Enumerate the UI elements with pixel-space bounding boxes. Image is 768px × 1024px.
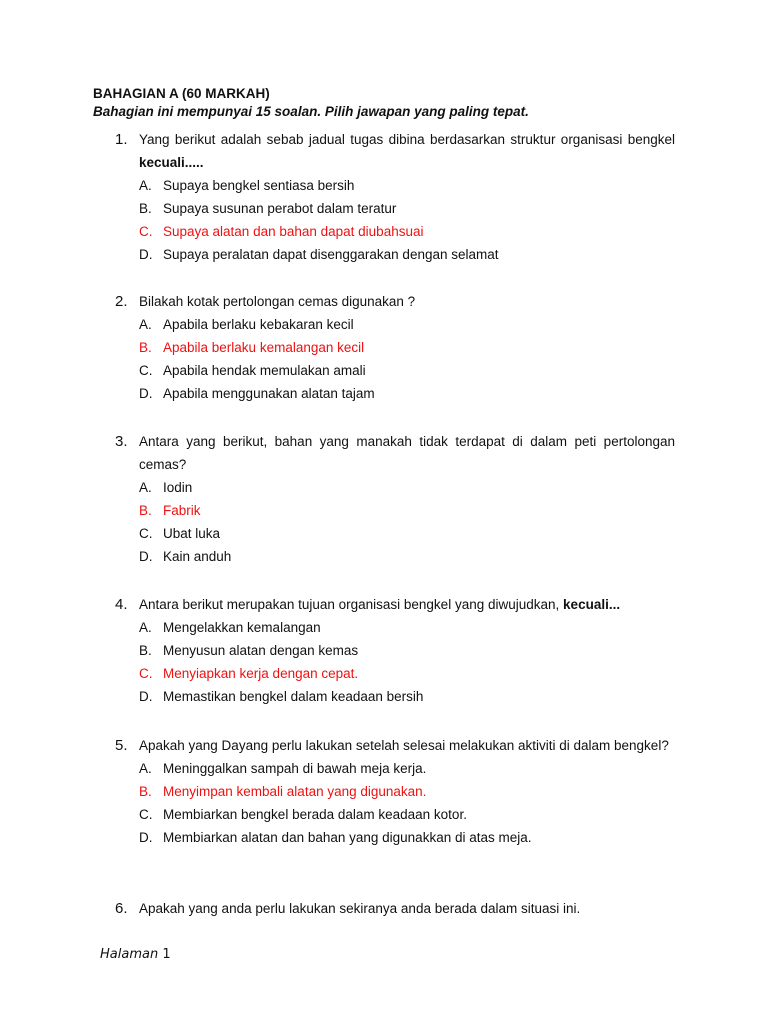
question-number: 4. [115,596,128,613]
option-a[interactable]: A. Mengelakkan kemalangan [139,620,321,635]
question-6 [115,897,675,920]
option-b-correct-answer[interactable]: B. Apabila berlaku kemalangan kecil [139,340,365,355]
question-3 [115,430,675,568]
question-number: 5. [115,737,128,754]
option-b[interactable]: B. Menyusun alatan dengan kemas [139,643,359,658]
option-b[interactable]: B. Supaya susunan perabot dalam teratur [139,201,397,216]
option-list [115,616,675,708]
question-text: Antara berikut merupakan tujuan organisasi bengkel yang diwujudkan, kecuali... [139,597,621,612]
question-number: 1. [115,131,128,148]
question-emphasis: kecuali..... [139,155,204,170]
option-d[interactable]: D. Membiarkan alatan dan bahan yang digunakkan di atas meja. [139,830,532,845]
question-4 [115,593,675,708]
option-b-correct-answer[interactable]: B. Menyimpan kembali alatan yang digunakan. [139,784,427,799]
question-2 [115,290,675,405]
question-number: 2. [115,293,128,310]
option-d[interactable]: D. Kain anduh [139,549,232,564]
question-5 [115,734,675,849]
option-c-correct-answer[interactable]: C. Supaya alatan dan bahan dapat diubahsuai [139,224,424,239]
option-c[interactable]: C. Apabila hendak memulakan amali [139,363,366,378]
question-text: Yang berikut adalah sebab jadual tugas dibina berdasarkan struktur organisasi bengkel kecuali..... [139,132,675,170]
question-text: Antara yang berikut, bahan yang manakah tidak terdapat di dalam peti pertolongan cemas? [139,434,675,472]
question-text: Bilakah kotak pertolongan cemas digunakan ? [139,294,416,309]
question-text: Apakah yang anda perlu lakukan sekiranya anda berada dalam situasi ini. [139,901,581,916]
option-c-correct-answer[interactable]: C. Menyiapkan kerja dengan cepat. [139,666,359,681]
question-1 [115,128,675,266]
option-c[interactable]: C. Membiarkan bengkel berada dalam keadaan kotor. [139,807,467,822]
question-text: Apakah yang Dayang perlu lakukan setelah selesai melakukan aktiviti di dalam bengkel? [139,738,669,753]
option-list [115,476,675,568]
option-b-correct-answer[interactable]: B. Fabrik [139,503,201,518]
section-instructions: Bahagian ini mempunyai 15 soalan. Pilih jawapan yang paling tepat. [93,104,529,119]
option-d[interactable]: D. Supaya peralatan dapat disenggarakan dengan selamat [139,247,499,262]
option-a[interactable]: A. Supaya bengkel sentiasa bersih [139,178,355,193]
question-number: 3. [115,433,128,450]
option-list [115,757,675,849]
option-a[interactable]: A. Apabila berlaku kebakaran kecil [139,317,354,332]
footer-label: Halaman [100,947,159,962]
option-a[interactable]: A. Meninggalkan sampah di bawah meja kerja. [139,761,427,776]
option-d[interactable]: D. Memastikan bengkel dalam keadaan bersih [139,689,424,704]
option-a[interactable]: A. Iodin [139,480,193,495]
page-number: 1 [162,947,171,962]
question-emphasis: kecuali... [563,597,621,612]
option-d[interactable]: D. Apabila menggunakan alatan tajam [139,386,375,401]
option-c[interactable]: C. Ubat luka [139,526,221,541]
page-footer [100,947,171,962]
option-list [115,313,675,405]
section-title: BAHAGIAN A (60 MARKAH) [93,86,270,101]
option-list [115,174,675,266]
question-number: 6. [115,900,128,917]
